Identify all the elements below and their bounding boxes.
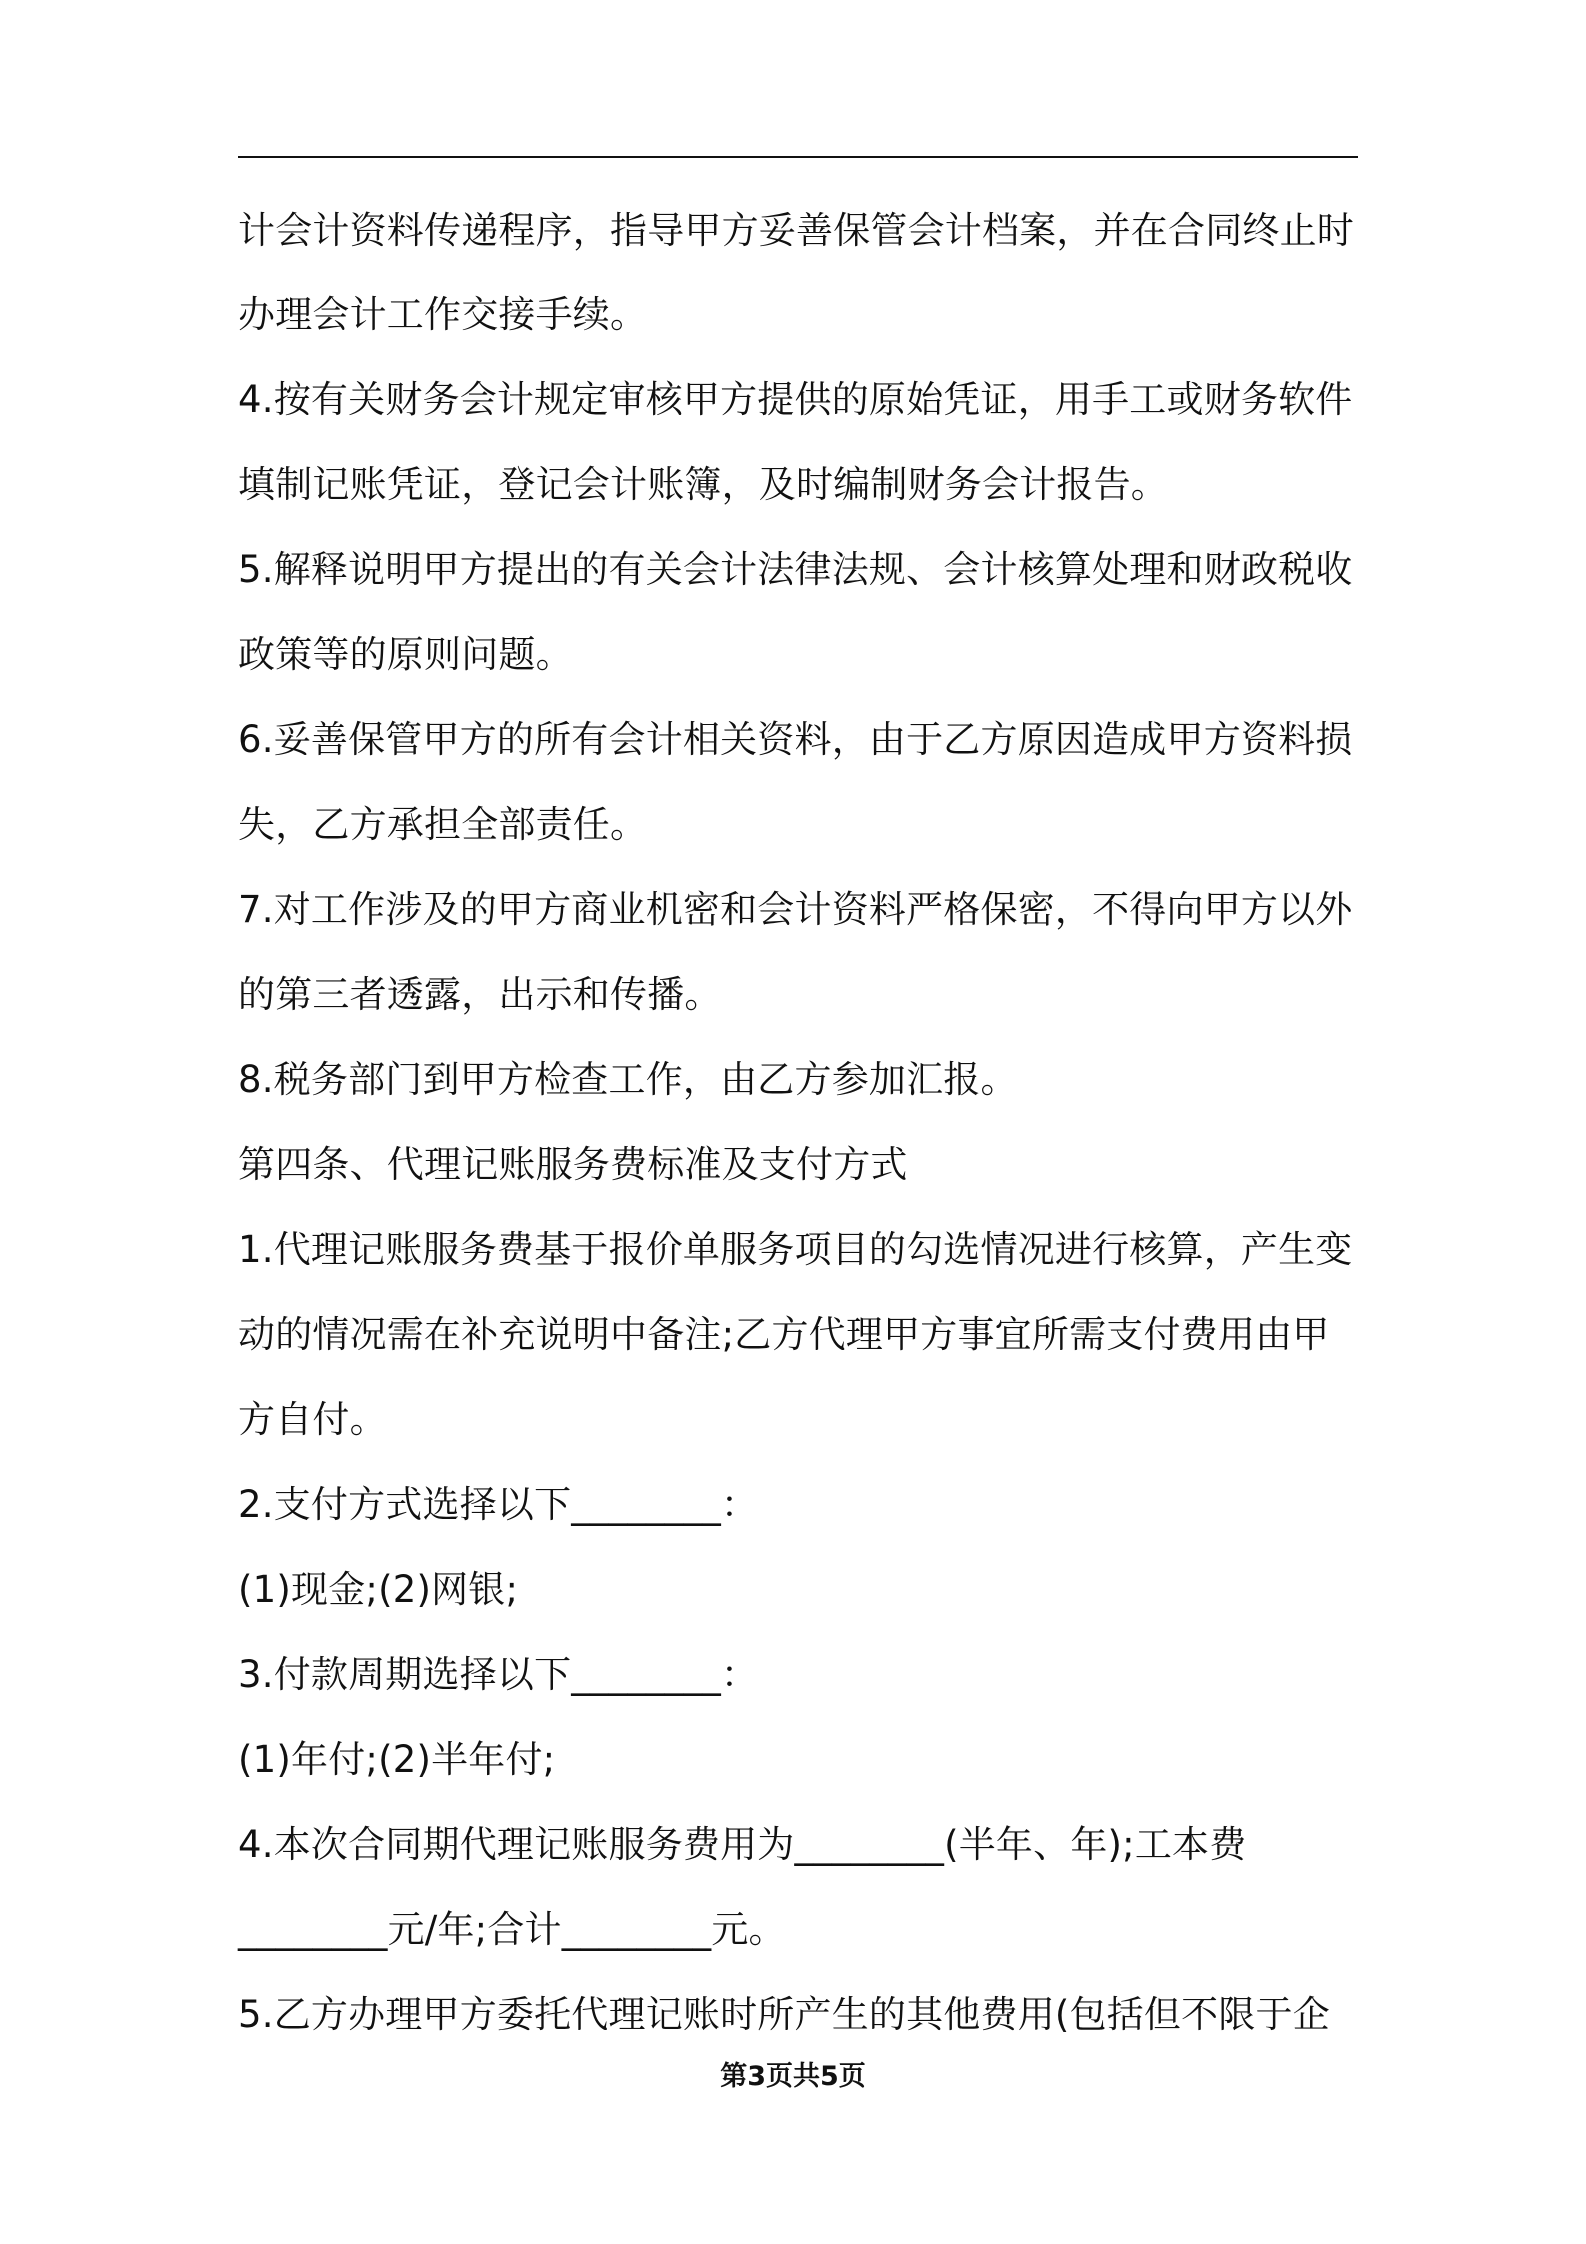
text-line-22: 5.乙方办理甲方委托代理记账时所产生的其他费用(包括但不限于企	[238, 1993, 1330, 2036]
text-line-8: 失，乙方承担全部责任。	[238, 803, 648, 846]
text-line-15: 方自付。	[238, 1398, 387, 1441]
text-line-5: 5.解释说明甲方提出的有关会计法律法规、会计核算处理和财政税收	[238, 548, 1353, 591]
text-line-11: 8.税务部门到甲方检查工作，由乙方参加汇报。	[238, 1058, 1018, 1101]
text-line-20: 4.本次合同期代理记账服务费用为________(半年、年);工本费	[238, 1823, 1247, 1866]
text-line-9: 7.对工作涉及的甲方商业机密和会计资料严格保密，不得向甲方以外	[238, 888, 1353, 931]
page-number: 第3页共5页	[720, 2061, 866, 2092]
text-line-10: 的第三者透露，出示和传播。	[238, 973, 722, 1016]
text-line-13: 1.代理记账服务费基于报价单服务项目的勾选情况进行核算，产生变	[238, 1228, 1353, 1271]
text-line-16: 2.支付方式选择以下________：	[238, 1483, 759, 1526]
document-body	[238, 199, 1358, 2068]
text-line-14: 动的情况需在补充说明中备注;乙方代理甲方事宜所需支付费用由甲	[238, 1313, 1330, 1356]
text-line-7: 6.妥善保管甲方的所有会计相关资料，由于乙方原因造成甲方资料损	[238, 718, 1353, 761]
text-line-18: 3.付款周期选择以下________：	[238, 1653, 759, 1696]
text-line-6: 政策等的原则问题。	[238, 633, 573, 676]
section-heading: 第四条、代理记账服务费标准及支付方式	[238, 1143, 908, 1186]
text-line-21: ________元/年;合计________元。	[238, 1908, 786, 1951]
text-line-2: 办理会计工作交接手续。	[238, 293, 648, 336]
header-rule	[238, 156, 1358, 158]
text-line-1: 计会计资料传递程序，指导甲方妥善保管会计档案，并在合同终止时	[238, 209, 1354, 252]
text-line-17: (1)现金;(2)网银;	[238, 1568, 519, 1611]
text-line-4: 填制记账凭证，登记会计账簿，及时编制财务会计报告。	[238, 463, 1168, 506]
text-line-19: (1)年付;(2)半年付;	[238, 1738, 556, 1781]
text-line-3: 4.按有关财务会计规定审核甲方提供的原始凭证，用手工或财务软件	[238, 378, 1353, 421]
